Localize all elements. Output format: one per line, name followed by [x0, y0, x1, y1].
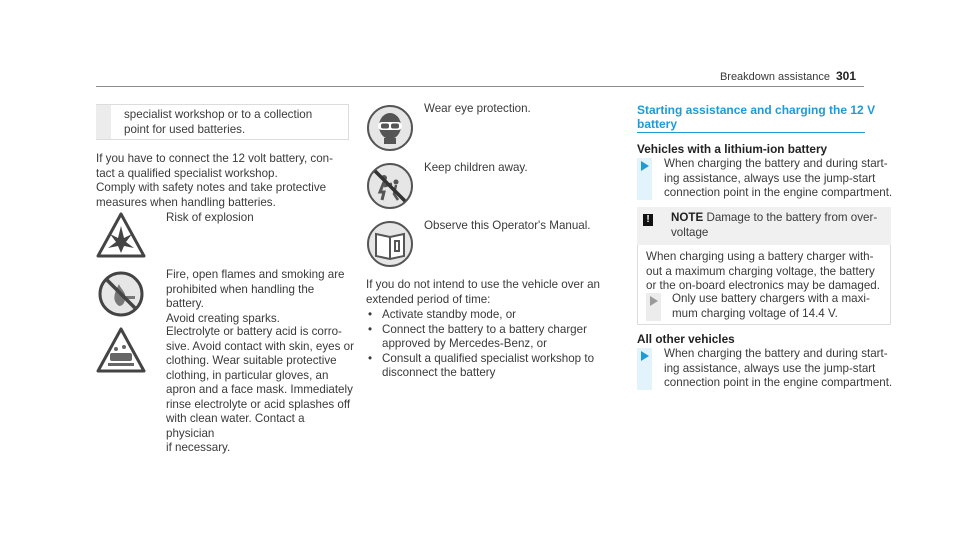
text-line: clothing. Wear suitable protective: [166, 354, 337, 367]
operators-manual-icon: [366, 220, 414, 268]
heading-underline: [637, 132, 865, 133]
list-item: [366, 308, 626, 323]
keep-children-away-icon: [366, 162, 414, 210]
list-item: [366, 323, 626, 352]
header-divider: [96, 86, 864, 87]
text-line: if necessary.: [166, 441, 231, 454]
note-label: NOTE: [671, 211, 704, 224]
note-step: [672, 292, 887, 321]
text-line: ing assistance, always use the jump-start: [664, 171, 876, 185]
paragraph: [96, 152, 354, 181]
text-line: Damage to the battery from over-: [706, 211, 878, 224]
list-item: [366, 352, 626, 381]
text-line: • Activate standby mode, or: [382, 308, 517, 321]
step-arrow-icon: [641, 161, 649, 171]
subheading-other: All other vehicles: [637, 332, 735, 346]
text-line: prohibited when handling the battery.: [166, 282, 315, 310]
text-line: connection point in the engine compartment.: [664, 376, 893, 389]
text-line: measures when handling batteries.: [96, 195, 276, 209]
text-line: Only use battery chargers with a maxi-: [672, 292, 870, 305]
subheading-lithium: Vehicles with a lithium-ion battery: [637, 142, 828, 156]
text-line: • Connect the battery to a battery charger: [382, 322, 587, 336]
corrosive-warning-icon: [96, 327, 146, 373]
text-line: Fire, open flames and smoking are: [166, 268, 345, 281]
text-line: ing assistance, always use the jump-start: [664, 361, 876, 375]
page-number: 301: [836, 69, 857, 83]
paragraph: [96, 181, 354, 210]
explosion-warning-icon: [96, 212, 146, 258]
text-line: specialist workshop or to a collection: [124, 108, 313, 121]
icon-caption: Keep children away.: [424, 161, 528, 174]
step-arrow-icon: [650, 296, 658, 306]
text-line: approved by Mercedes-Benz, or: [382, 337, 547, 350]
text-line: When charging the battery and during start-: [664, 347, 888, 360]
warning-text: [166, 268, 351, 326]
text-line: mum charging voltage of 14.4 V.: [672, 306, 838, 320]
text-line: • Consult a qualified specialist workshop to: [382, 351, 595, 365]
text-line: Starting assistance and charging the 12 V: [637, 103, 876, 117]
text-line: Avoid creating sparks.: [166, 311, 280, 325]
section-heading: [637, 103, 887, 131]
warning-text: [166, 325, 356, 456]
text-line: with clean water. Contact a physician: [166, 412, 305, 440]
bullet-list: [366, 308, 626, 381]
text-line: When charging using a battery charger with-: [646, 250, 874, 263]
text-line: Electrolyte or battery acid is corro-: [166, 325, 342, 338]
text-line: or the on-board electronics may be damaged.: [646, 279, 880, 292]
text-line: battery: [637, 117, 678, 131]
text-line: voltage: [671, 225, 709, 239]
running-header: Breakdown assistance: [719, 71, 830, 83]
text-line: clothing, in particular gloves, an: [166, 368, 329, 382]
text-line: When charging the battery and during start-: [664, 157, 888, 170]
text-line: sive. Avoid contact with skin, eyes or: [166, 339, 354, 353]
step-arrow-icon: [641, 351, 649, 361]
note-body: [646, 250, 886, 294]
text-line: extended period of time:: [366, 292, 491, 306]
text-line: rinse electrolyte or acid splashes off: [166, 397, 351, 411]
text-line: connection point in the engine compartment.: [664, 186, 893, 199]
icon-caption: Observe this Operator's Manual.: [424, 219, 591, 232]
paragraph: [366, 278, 628, 307]
text-line: apron and a face mask. Immediately: [166, 383, 353, 396]
text-line: out a maximum charging voltage, the battery: [646, 264, 875, 278]
no-fire-icon: [97, 270, 145, 318]
exclamation-icon: !: [643, 214, 653, 226]
text-line: If you do not intend to use the vehicle over an: [366, 278, 600, 291]
text-line: point for used batteries.: [124, 122, 246, 136]
eye-protection-icon: [366, 104, 414, 152]
note-title: [671, 211, 881, 240]
text-line: If you have to connect the 12 volt battery, con-: [96, 152, 333, 165]
step-text: [664, 347, 894, 391]
continuation-text: [124, 108, 344, 137]
icon-caption: Wear eye protection.: [424, 102, 531, 115]
text-line: disconnect the battery: [382, 366, 496, 379]
text-line: tact a qualified specialist workshop.: [96, 166, 278, 180]
text-line: Comply with safety notes and take protective: [96, 181, 327, 194]
step-text: [664, 157, 894, 201]
warning-text: Risk of explosion: [166, 211, 254, 224]
